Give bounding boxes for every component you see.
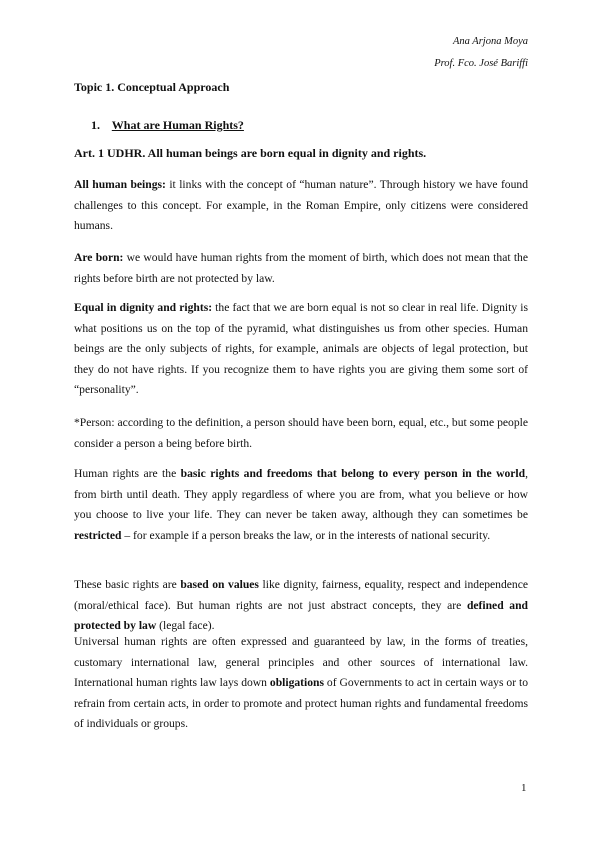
section-number: 1. — [91, 118, 100, 132]
paragraph-universal — [74, 632, 528, 735]
paragraph-text: Human rights are the — [74, 467, 181, 480]
topic-title: Topic 1. Conceptual Approach — [74, 80, 230, 94]
page-number: 1 — [521, 782, 527, 794]
paragraph-emphasis: restricted — [74, 528, 122, 542]
section-heading — [91, 118, 244, 133]
paragraph-text: , from birth until death. They apply regardless of where you are from, what you believe or how you choose to live your life. They can never be taken away, although they can sometimes be — [74, 467, 528, 522]
paragraph-lead: Are born: — [74, 251, 124, 264]
paragraph-text: the fact that we are born equal is not so clear in real life. Dignity is what positions us on the top of the pyramid, what distinguishes us from other species. Human beings are the only subjects of rights, for example, animals are objects of legal protection, but they do not have rights. If you recognize them to have rights you are giving them some sort of “personality”. — [74, 301, 528, 397]
paragraph-text: like dignity, fairness, equality, respect and independence (moral/ethical face). But human rights are not just abstract concepts, they are — [74, 578, 528, 612]
paragraph-lead: Equal in dignity and rights: — [74, 301, 213, 314]
section-title: What are Human Rights? — [111, 118, 244, 132]
paragraph-text: we would have human rights from the moment of birth, which does not mean that the rights before birth are not protected by law. — [74, 251, 528, 285]
paragraph-all-human-beings — [74, 175, 528, 237]
paragraph-text: of Governments to act in certain ways or to refrain from certain acts, in order to promote and protect human rights and fundamental freedoms of individuals or groups. — [74, 676, 528, 731]
article-heading: Art. 1 UDHR. All human beings are born equal in dignity and rights. — [74, 146, 427, 160]
header-professor: Prof. Fco. José Bariffi — [434, 58, 528, 69]
paragraph-values — [74, 575, 528, 637]
paragraph-text: These basic rights are — [74, 578, 181, 591]
paragraph-person-note: *Person: according to the definition, a person should have been born, equal, etc., but some people consider a person a being before birth. — [74, 416, 528, 450]
header-author: Ana Arjona Moya — [452, 36, 528, 47]
paragraph-text: – for example if a person breaks the law, or in the interests of national security. — [121, 528, 491, 542]
paragraph-lead: All human beings: — [74, 178, 166, 191]
paragraph-are-born — [74, 248, 528, 289]
paragraph-text: Universal human rights are often expressed and guaranteed by law, in the forms of treaties, customary international law, general principles and other sources of international law. International human rights law lays down — [74, 635, 528, 690]
paragraph-equal-dignity — [74, 298, 528, 401]
paragraph-text: (legal face). — [156, 619, 215, 633]
paragraph-basic-rights — [74, 464, 528, 546]
paragraph-emphasis: defined and protected by law — [74, 598, 528, 633]
paragraph-emphasis: basic rights and freedoms that belong to every person in the world — [180, 467, 526, 480]
paragraph-emphasis: obligations — [269, 676, 325, 690]
paragraph-text: it links with the concept of “human nature”. Through history we have found challenges to this concept. For example, in the Roman Empire, only citizens were considered humans. — [74, 178, 528, 233]
paragraph-emphasis: based on values — [180, 578, 259, 591]
